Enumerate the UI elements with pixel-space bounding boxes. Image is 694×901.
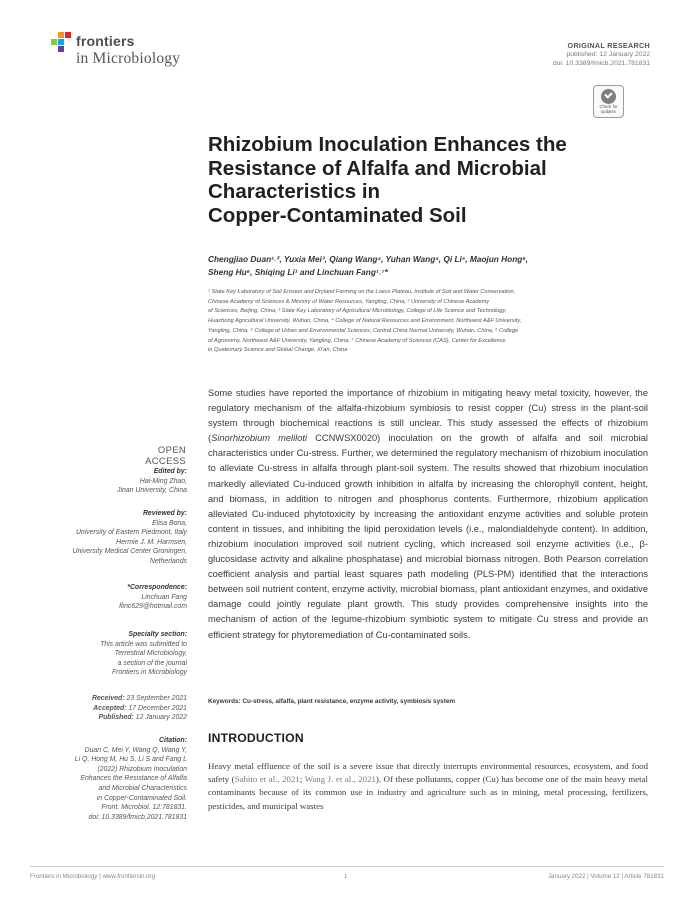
footer-journal-link[interactable]: Frontiers in Microbiology | www.frontiersin.org bbox=[30, 873, 156, 880]
author-list bbox=[208, 253, 638, 279]
correspondence-block bbox=[119, 583, 187, 612]
abstract bbox=[208, 386, 648, 643]
footer-divider bbox=[30, 866, 664, 867]
editor-line: Hai-Ming Zhao, bbox=[139, 477, 187, 485]
article-type: ORIGINAL RESEARCH bbox=[567, 41, 650, 50]
logo-journal-name: in Microbiology bbox=[76, 50, 181, 67]
section-heading-introduction: INTRODUCTION bbox=[208, 731, 304, 745]
affiliation-line: Yangling, China, ⁵ College of Urban and Environmental Sciences, Central China Normal University, Wuhan, China, ⁶ College bbox=[208, 327, 519, 334]
published-date-sidebar: Published: 12 January 2022 bbox=[98, 714, 187, 722]
affiliation-line: ¹ State Key Laboratory of Soil Erosion and Dryland Farming on the Loess Plateau, Institute of Soil and Water Conservation, bbox=[208, 289, 516, 295]
affiliation-line: of Sciences, Beijing, China, ³ State Key Laboratory of Agricultural Microbiology, College of Life Science and Technology, bbox=[208, 308, 507, 315]
citation-link[interactable]: Sahito et al., 2021 bbox=[234, 774, 300, 785]
article-header-meta bbox=[553, 41, 650, 68]
title-line: Resistance of Alfalfa and Microbial bbox=[208, 156, 547, 180]
affiliation-line: of Agronomy, Northwest A&F University, Yangling, China, ⁷ Chinese Academy of Sciences (CAS), Center for Excellence bbox=[208, 337, 506, 344]
citation-line: Li Q, Hong M, Hu S, Li S and Fang L bbox=[74, 756, 187, 764]
frontiers-logo-icon bbox=[50, 32, 72, 54]
affiliation-line: Chinese Academy of Sciences & Ministry of Water Resources, Yangling, China, ² University of Chinese Academy bbox=[208, 298, 490, 305]
logo-wordmark: frontiers bbox=[76, 33, 135, 49]
open-access-label: OPEN ACCESS bbox=[145, 445, 186, 467]
specialty-line: Frontiers in Microbiology bbox=[111, 669, 187, 677]
keywords: Keywords: Cu-stress, alfalfa, plant resistance, enzyme activity, symbiosis system bbox=[208, 698, 456, 705]
correspondence-email[interactable]: flinc629@hotmail.com bbox=[119, 603, 187, 611]
journal-logo[interactable] bbox=[50, 30, 200, 74]
abstract-text: CCNWSX0020) inoculation on the growth of alfalfa and soil microbial characteristics under Cu-stress. Further, we determined the regulatory mechanism of rhizobium inoculation to alleviate Cu-stress in alfalfa through plant-soil system. The results showed that rhizobium inoculation markedly alleviated Cu-induced growth inhibition in alfalfa by increasing the chlorophyll content, height, and biomass, in addition to nitrogen and phosphorus contents. Furthermore, rhizobium application alleviated Cu-induced phytotoxicity by increasing the antioxidant enzyme activities and soluble protein content in tissues, and inhibiting the lipid peroxidation levels (i.e., malondialdehyde content). In addition, rhizobium inoculation improved soil nutrient cycling, which increased soil enzyme activities (i.e., β-glucosidase activity and alkaline phosphatase) and microbial biomass nitrogen. Both Pearson correlation coefficient analysis and partial least squares path modeling (PLS-PM) identified that the interactions between soil nutrient content, enzyme activity, microbial biomass, plant antioxidant enzymes, and oxidative damage could jointly regulate plant growth. This study provides comprehensive insights into the mechanism of action of the legume-rhizobium symbiotic system to mitigate Cu stress and provide an efficient strategy for phytoremediation of Cu-contaminated soils. bbox=[208, 433, 648, 640]
check-for-updates-button[interactable] bbox=[593, 85, 624, 118]
title-line: Rhizobium Inoculation Enhances the bbox=[208, 133, 567, 156]
accepted-date: Accepted: 17 December 2021 bbox=[93, 704, 187, 712]
specialty-line: a section of the journal bbox=[117, 659, 187, 667]
correspondence-label: *Correspondence: bbox=[127, 584, 187, 591]
author-line: Sheng Hu⁶, Shiqing Li¹ and Linchuan Fang¹˒⁷* bbox=[208, 267, 388, 277]
citation-line: (2022) Rhizobium Inoculation bbox=[97, 765, 187, 773]
edited-by-block bbox=[117, 467, 187, 496]
article-title bbox=[208, 133, 658, 227]
citation-line: Duan C, Mei Y, Wang Q, Wang Y, bbox=[84, 746, 187, 754]
citation-link[interactable]: Wang J. et al., 2021 bbox=[304, 774, 376, 785]
affiliation-line: Huazhong Agricultural University, Wuhan, China, ⁴ College of Natural Resources and Environment, Northwest A&F University, bbox=[208, 318, 522, 325]
citation-line: and Microbial Characteristics bbox=[98, 784, 187, 792]
received-date: Received: 23 September 2021 bbox=[91, 695, 187, 702]
citation-line: in Copper-Contaminated Soil. bbox=[96, 794, 187, 802]
citation-doi[interactable]: doi: 10.3389/fmicb.2021.781831 bbox=[88, 813, 187, 821]
reviewer-line: Netherlands bbox=[149, 557, 187, 565]
check-updates-label: Check for updates bbox=[599, 104, 618, 114]
specialty-section-label: Specialty section: bbox=[128, 631, 187, 638]
reviewer-line: University of Eastern Piedmont, Italy bbox=[75, 529, 187, 537]
check-updates-icon bbox=[601, 89, 616, 104]
editor-line: Jinan University, China bbox=[117, 487, 187, 495]
footer-issue-info: January 2022 | Volume 12 | Article 781831 bbox=[547, 873, 664, 880]
title-line: Characteristics in bbox=[208, 180, 381, 203]
edited-by-label: Edited by: bbox=[153, 468, 187, 475]
author-line: Chengjiao Duan¹˒², Yuxia Mei³, Qiang Wang⁴, Yuhan Wang⁴, Qi Li⁵, Maojun Hong⁶, bbox=[208, 254, 529, 264]
species-name: Sinorhizobium meliloti bbox=[211, 433, 308, 444]
reviewer-line: Hermie J. M. Harmsen, bbox=[116, 538, 187, 546]
citation-line: Enhances the Resistance of Alfalfa bbox=[80, 775, 187, 783]
specialty-line: Terrestrial Microbiology, bbox=[114, 650, 187, 658]
correspondence-name: Linchuan Fang bbox=[141, 593, 187, 601]
affiliation-line: in Quaternary Science and Global Change, Xi'an, China bbox=[208, 347, 348, 354]
title-line: Copper-Contaminated Soil bbox=[208, 203, 467, 227]
citation-label: Citation: bbox=[159, 737, 187, 744]
specialty-line: This article was submitted to bbox=[100, 640, 187, 648]
dates-block bbox=[92, 694, 187, 723]
affiliations bbox=[208, 288, 656, 356]
introduction-paragraph: Heavy metal effluence of the soil is a severe issue that directly interrupts environmental resources, ecosystem, and food safety (Sahito et al., 2021; Wang J. et al., 2021). Of these pollutants, copper (Cu) has become one of the main heavy metal contaminants because of its common use in industry and agriculture such as in mining, metal processing, fertilizers, pesticides, and municipal wastes bbox=[208, 761, 649, 811]
page-number: 1 bbox=[344, 873, 348, 880]
reviewed-by-label: Reviewed by: bbox=[142, 510, 187, 517]
specialty-section-block bbox=[100, 630, 187, 678]
citation-line: Front. Microbiol. 12:781831. bbox=[101, 804, 187, 812]
reviewed-by-block bbox=[72, 509, 187, 567]
abstract-text: Some studies have reported the importance of rhizobium in mitigating heavy metal toxicity, however, the regulatory mechanism of the alfalfa-rhizobium symbiosis to resist copper (Cu) stress in the plant-soil system through biochemical reactions is still unclear. This study assessed the effects of rhizobium ( bbox=[208, 388, 648, 444]
reviewer-line: Elisa Bona, bbox=[152, 519, 187, 527]
published-date: published: 12 January 2022 bbox=[566, 51, 650, 58]
citation-block bbox=[75, 736, 187, 822]
reviewer-line: University Medical Center Groningen, bbox=[72, 548, 187, 556]
doi-link[interactable]: doi: 10.3389/fmicb.2021.781831 bbox=[552, 60, 650, 67]
